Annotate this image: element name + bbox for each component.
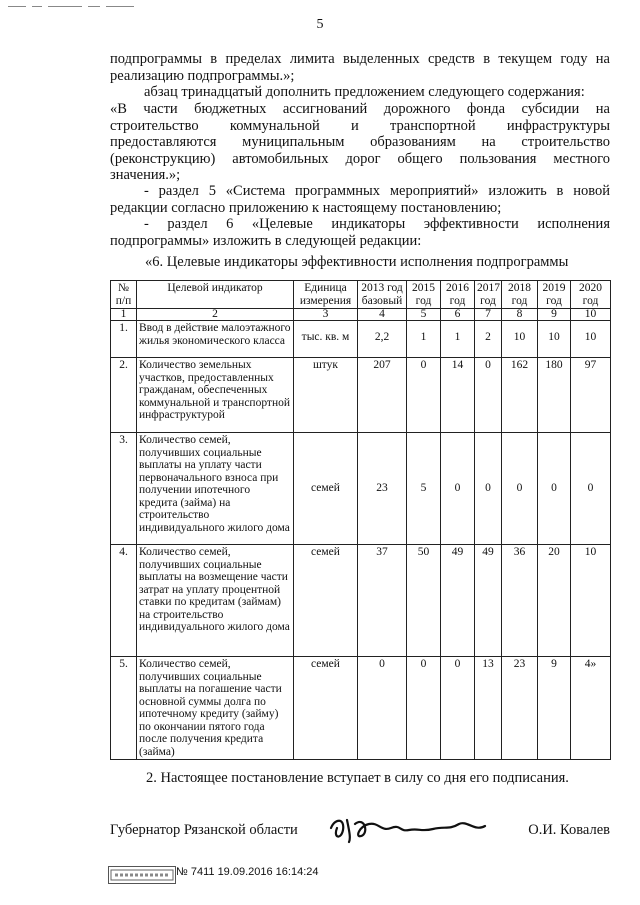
text-line: (реконструкцию) автомобильных дорог общего пользования местного: [110, 150, 610, 167]
paragraph-1: [110, 51, 610, 84]
value-cell: 180: [538, 358, 571, 433]
value-cell: 14: [441, 358, 475, 433]
value-cell: 207: [358, 358, 407, 433]
closing-paragraph: 2. Настоящее постановление вступает в силу со дня его подписания.: [146, 770, 569, 786]
unit: семей: [294, 433, 358, 545]
value-cell: 10: [571, 545, 611, 657]
value-cell: 0: [441, 433, 475, 545]
value-cell: 97: [571, 358, 611, 433]
column-number-row: [111, 309, 611, 321]
signature-block: [110, 822, 610, 852]
column-number: 10: [571, 309, 611, 321]
table-row: [111, 358, 611, 433]
column-number: 9: [538, 309, 571, 321]
value-cell: 0: [538, 433, 571, 545]
value-cell: 2,2: [358, 321, 407, 358]
value-cell: 50: [407, 545, 441, 657]
column-number: 4: [358, 309, 407, 321]
indicator-name: Количество земельных участков, предоставленных гражданам, обеспеченных коммунальной и транспортной инфраструктурой: [137, 358, 294, 433]
value-cell: 4»: [571, 657, 611, 760]
value-cell: 9: [538, 657, 571, 760]
column-number: 7: [475, 309, 502, 321]
value-cell: 0: [441, 657, 475, 760]
row-number: 3.: [111, 433, 137, 545]
registration-stamp: № 7411 19.09.2016 16:14:24: [176, 866, 319, 878]
value-cell: 5: [407, 433, 441, 545]
unit: семей: [294, 545, 358, 657]
governor-name: О.И. Ковалев: [528, 822, 610, 838]
handwritten-signature: [325, 810, 495, 850]
value-cell: 0: [407, 657, 441, 760]
unit: тыс. кв. м: [294, 321, 358, 358]
column-header: № п/п: [111, 281, 137, 309]
text-line: значения.»;: [110, 167, 181, 184]
indicator-name: Количество семей, получивших социальные выплаты на уплату части первоначального взноса при получении ипотечного кредита (займа) на строительство индивидуального жилого дома: [137, 433, 294, 545]
text-line: - раздел 5 «Система программных мероприятий» изложить в новой: [144, 183, 610, 199]
table-row: [111, 657, 611, 760]
column-header: 2013 год базовый: [358, 281, 407, 309]
unit: семей: [294, 657, 358, 760]
text-line: строительство коммунальной и транспортной инфраструктуры: [110, 117, 610, 134]
column-number: 8: [502, 309, 538, 321]
column-header: 2017 год: [475, 281, 502, 309]
value-cell: 0: [502, 433, 538, 545]
column-number: 3: [294, 309, 358, 321]
value-cell: 13: [475, 657, 502, 760]
column-header: 2015 год: [407, 281, 441, 309]
value-cell: 49: [475, 545, 502, 657]
table-row: [111, 545, 611, 657]
value-cell: 0: [475, 433, 502, 545]
table-title: «6. Целевые индикаторы эффективности исполнения подпрограммы: [145, 254, 569, 270]
value-cell: 1: [441, 321, 475, 358]
value-cell: 20: [538, 545, 571, 657]
indicator-name: Количество семей, получивших социальные выплаты на погашение части основной суммы долга по ипотечному кредиту (займу) по окончании пятого года после получения кредита (займа): [137, 657, 294, 760]
value-cell: 23: [502, 657, 538, 760]
indicator-name: Количество семей, получивших социальные выплаты на возмещение части затрат на уплату процентной ставки по кредитам (займам) на строительство индивидуального жилого дома: [137, 545, 294, 657]
registration-logo: [108, 866, 176, 884]
value-cell: 10: [538, 321, 571, 358]
value-cell: 49: [441, 545, 475, 657]
value-cell: 0: [475, 358, 502, 433]
top-edge-marks: [8, 6, 138, 10]
table-row: [111, 321, 611, 358]
text-line: подпрограммы» изложить в следующей редакции:: [110, 232, 422, 249]
column-header: 2016 год: [441, 281, 475, 309]
page-number: 5: [316, 17, 324, 32]
paragraph-3: [110, 101, 610, 184]
value-cell: 36: [502, 545, 538, 657]
row-number: 5.: [111, 657, 137, 760]
value-cell: 37: [358, 545, 407, 657]
column-number: 1: [111, 309, 137, 321]
value-cell: 0: [407, 358, 441, 433]
table-header-row: [111, 281, 611, 309]
row-number: 4.: [111, 545, 137, 657]
text-line: - раздел 6 «Целевые индикаторы эффективности исполнения: [144, 216, 610, 232]
column-header: 2018 год: [502, 281, 538, 309]
indicator-name: Ввод в действие малоэтажного жилья экономического класса: [137, 321, 294, 358]
column-header: Единица измерения: [294, 281, 358, 309]
value-cell: 2: [475, 321, 502, 358]
column-header: 2020 год: [571, 281, 611, 309]
row-number: 1.: [111, 321, 137, 358]
column-header: 2019 год: [538, 281, 571, 309]
text-line: редакции согласно приложению к настоящему постановлению;: [110, 199, 502, 216]
row-number: 2.: [111, 358, 137, 433]
governor-title: Губернатор Рязанской области: [110, 822, 298, 838]
value-cell: 1: [407, 321, 441, 358]
column-number: 5: [407, 309, 441, 321]
text-line: «В части бюджетных ассигнований дорожного фонда субсидии на: [110, 101, 610, 117]
paragraph-5: [110, 216, 610, 249]
value-cell: 0: [358, 657, 407, 760]
indicators-table: [110, 280, 611, 760]
text-line: реализацию подпрограммы.»;: [110, 67, 295, 84]
text-line: предоставляются муниципальным образованиям на строительство: [110, 134, 610, 151]
paragraph-4: [110, 183, 610, 216]
column-number: 2: [137, 309, 294, 321]
text-line: абзац тринадцатый дополнить предложением следующего содержания:: [144, 84, 585, 100]
value-cell: 10: [571, 321, 611, 358]
table-row: [111, 433, 611, 545]
paragraph-2: [110, 84, 610, 101]
value-cell: 0: [571, 433, 611, 545]
unit: штук: [294, 358, 358, 433]
text-line: подпрограммы в пределах лимита выделенных средств в текущем году на: [110, 51, 610, 67]
value-cell: 23: [358, 433, 407, 545]
value-cell: 162: [502, 358, 538, 433]
value-cell: 10: [502, 321, 538, 358]
column-header: Целевой индикатор: [137, 281, 294, 309]
column-number: 6: [441, 309, 475, 321]
